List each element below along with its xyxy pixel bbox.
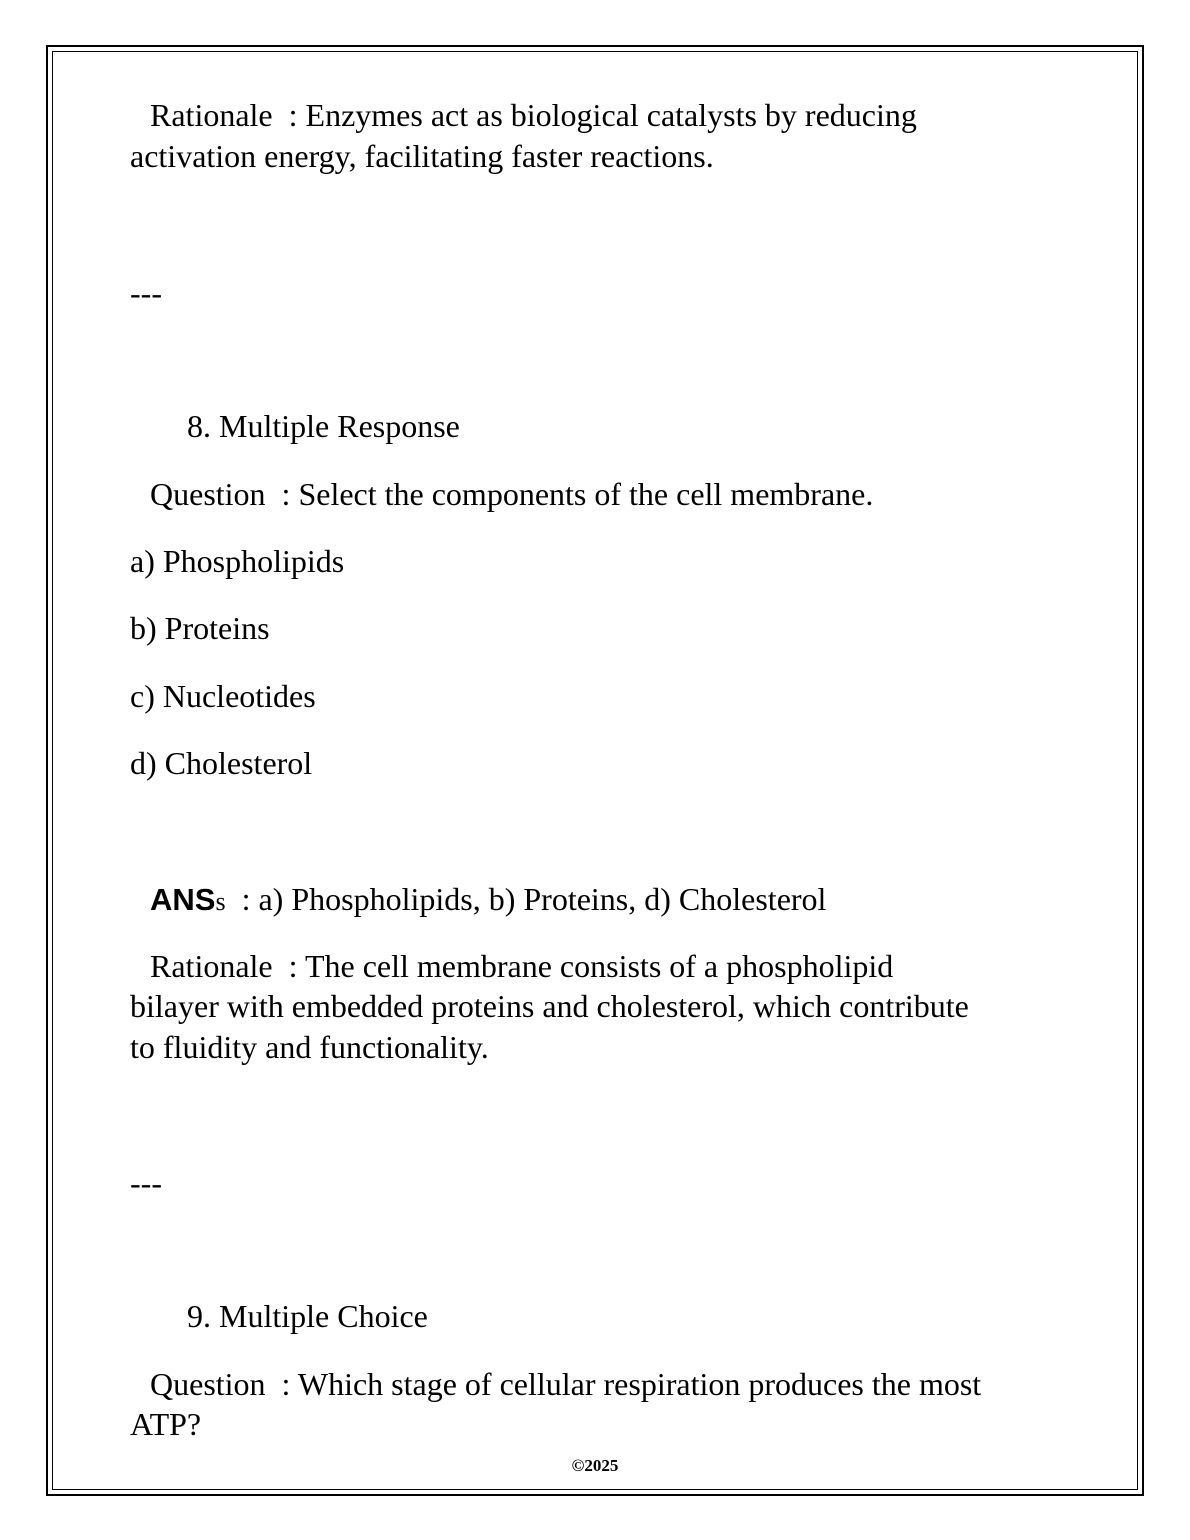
question-8-prompt [130,474,873,515]
answer-text: : a) Phospholipids, b) Proteins, d) Cholesterol [241,881,827,917]
rationale-text: : Enzymes act as biological catalysts by reducing [288,97,917,133]
rationale-1-line-2: activation energy, facilitating faster reactions. [130,138,714,174]
question-text: : Which stage of cellular respiration produces the most [281,1366,982,1402]
rationale-2-line-3: to fluidity and functionality. [130,1029,489,1065]
copyright-footer: ©2025 [571,1456,619,1475]
option-a: a) Phospholipids [130,543,345,579]
question-9-heading: 9. Multiple Choice [187,1298,428,1334]
rationale-2-line-2: bilayer with embedded proteins and cholesterol, which contribute [130,988,969,1024]
rationale-2-line-1 [130,946,893,987]
question-9-prompt-line-2: ATP? [130,1406,202,1442]
rationale-label: Rationale [150,948,273,984]
question-text: : Select the components of the cell membrane. [281,476,874,512]
separator: --- [130,275,162,311]
question-label: Question [150,476,266,512]
option-d: d) Cholesterol [130,745,313,781]
rationale-1-line-1 [130,95,917,136]
question-8-heading: 8. Multiple Response [187,408,460,444]
separator: --- [130,1165,162,1201]
rationale-label: Rationale [150,97,273,133]
question-label: Question [150,1366,266,1402]
option-c: c) Nucleotides [130,678,316,714]
rationale-text: : The cell membrane consists of a phospholipid [288,948,894,984]
question-9-prompt-line-1 [130,1364,981,1405]
question-8-answer [130,879,826,922]
answer-label: ANS [150,882,216,917]
option-b: b) Proteins [130,610,270,646]
answer-label-suffix: s [215,887,226,916]
